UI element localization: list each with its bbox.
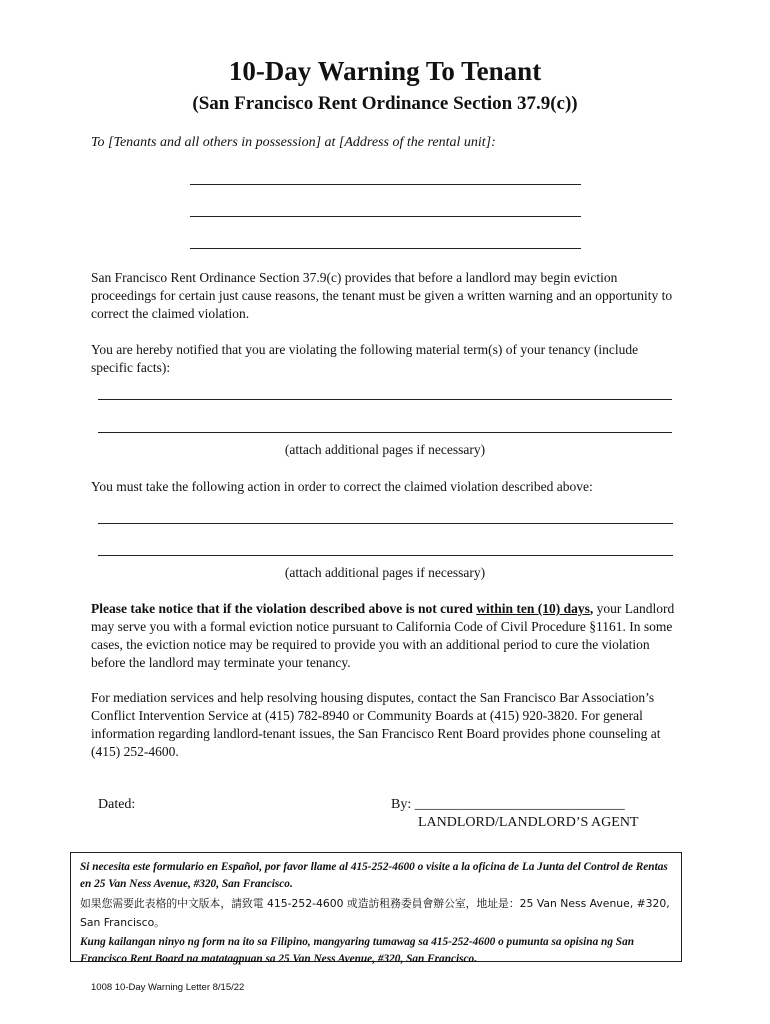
page-title: 10-Day Warning To Tenant xyxy=(228,56,542,86)
action-prompt: You must take the following action in order to correct the claimed violation described above: xyxy=(91,479,593,494)
notice-bold-lead: Please take notice that if the violation described above is not cured xyxy=(91,601,477,616)
action-blank-1[interactable] xyxy=(98,523,673,524)
violation-prompt: You are hereby notified that you are violating the following material term(s) of your tenancy (include specific facts): xyxy=(91,342,639,375)
tagalog-notice: Kung kailangan ninyo ng form na ito sa Filipino, mangyaring tumawag sa 415-252-4600 o pumunta sa opisina ng San Francisco Rent Board na matatagpuan sa 25 Van Ness Avenue, #320, San Francisco. xyxy=(80,936,635,965)
recipient-blank-1[interactable] xyxy=(190,184,581,185)
dated-label: Dated: xyxy=(98,797,136,812)
recipient-blank-3[interactable] xyxy=(190,248,581,249)
by-signature-line[interactable]: By: ______________________________ xyxy=(391,797,625,812)
page-subtitle: (San Francisco Rent Ordinance Section 37.9(c)) xyxy=(192,93,578,114)
form-footer: 1008 10-Day Warning Letter 8/15/22 xyxy=(91,982,245,993)
action-blank-2[interactable] xyxy=(98,555,673,556)
attach-note-1: (attach additional pages if necessary) xyxy=(284,442,486,457)
recipient-blank-2[interactable] xyxy=(190,216,581,217)
notice-comma: , xyxy=(589,601,594,616)
violation-blank-2[interactable] xyxy=(98,432,672,433)
attach-note-2: (attach additional pages if necessary) xyxy=(284,565,486,580)
mediation-paragraph: For mediation services and help resolving housing disputes, contact the San Francisco Bar Association’s Conflict Intervention Service at (415) 782-8940 or Community Boards at (415) 920-3820. For general information regarding landlord-tenant issues, the San Francisco Rent Board provides phone counseling at (415) 252-4600. xyxy=(91,690,661,759)
language-assistance-box xyxy=(70,852,682,965)
landlord-agent-label: LANDLORD/LANDLORD’S AGENT xyxy=(418,815,639,830)
spanish-notice: Si necesita este formulario en Español, por favor llame al 415-252-4600 o visite a la oficina de La Junta del Control de Rentas en 25 Van Ness Avenue, #320, San Francisco. xyxy=(80,861,668,890)
violation-blank-1[interactable] xyxy=(98,399,672,400)
intro-paragraph: San Francisco Rent Ordinance Section 37.9(c) provides that before a landlord may begin eviction proceedings for certain just cause reasons, the tenant must be given a written warning and an opportunity to correct the claimed violation. xyxy=(91,270,673,321)
notice-paragraph xyxy=(91,600,683,672)
notice-deadline: within ten (10) days xyxy=(476,601,590,616)
notice-rest: your Landlord may serve you with a formal eviction notice pursuant to California Code of Civil Procedure §1161. In some cases, the eviction notice may be required to provide you with an additional period to cure the violation before the landlord may terminate your tenancy. xyxy=(91,601,675,670)
chinese-notice: 如果您需要此表格的中文版本，請致電 415-252-4600 或造訪租務委員會辦公室，地址是：25 Van Ness Avenue, #320, San Francisco。 xyxy=(80,897,670,929)
recipient-line: To [Tenants and all others in possession] at [Address of the rental unit]: xyxy=(91,135,496,150)
